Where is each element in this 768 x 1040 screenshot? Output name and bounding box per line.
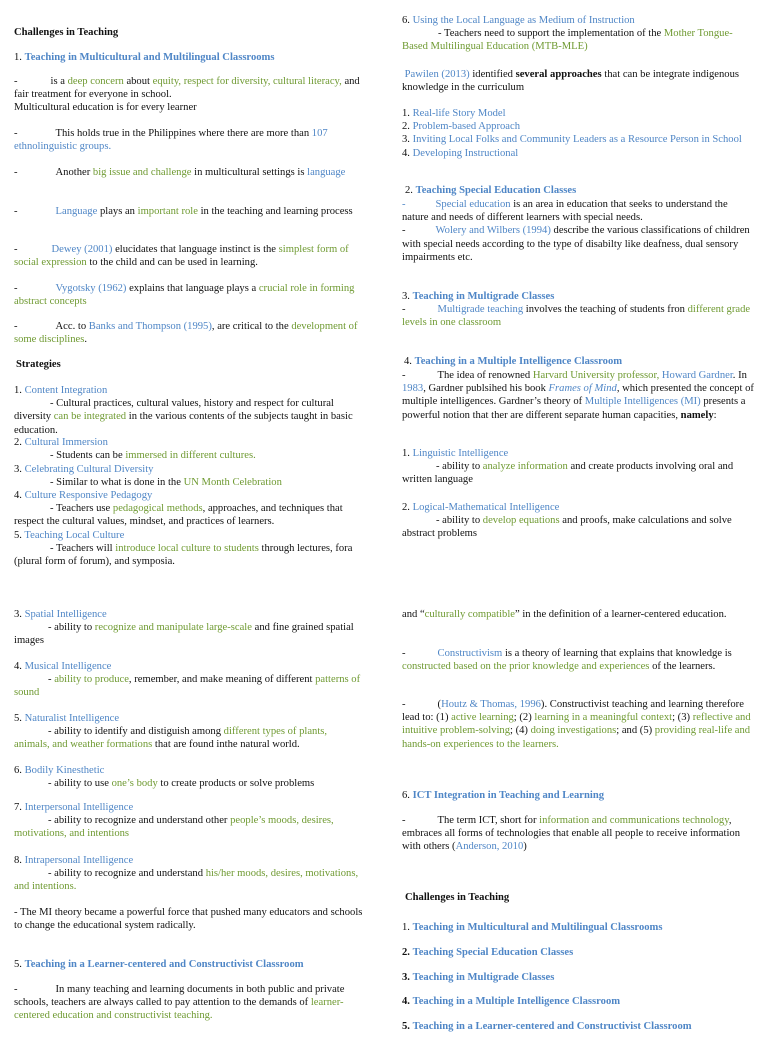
text-span: presents a powerful notion that ther are different separate human capacities, bbox=[402, 396, 746, 421]
summary-item bbox=[402, 941, 754, 966]
text-span: is a theory of learning that explains that knowledge is bbox=[504, 648, 732, 659]
summary-item bbox=[402, 916, 754, 941]
text-span: people’s moods, desires, motivations, and intentions bbox=[14, 815, 334, 840]
text-span: - ability to bbox=[48, 622, 93, 634]
text-span: Developing Instructional bbox=[412, 147, 519, 159]
intelligence-interpersonal bbox=[14, 801, 364, 841]
text-span: 1. bbox=[402, 108, 410, 119]
paragraph-culturally-compatible bbox=[402, 608, 754, 621]
text-span: 6. bbox=[402, 790, 410, 801]
text-span: - bbox=[402, 370, 406, 381]
text-span: 3. bbox=[14, 609, 22, 620]
text-span: 5. bbox=[14, 530, 22, 541]
text-span: Strategies bbox=[16, 359, 61, 370]
text-span: - bbox=[48, 674, 52, 686]
text-span: 3. bbox=[402, 134, 410, 146]
text-span: Teaching in Multigrade Classes bbox=[412, 971, 555, 983]
text-span: Frames of Mind bbox=[548, 383, 617, 395]
text-span: learner-centered education and constructivist teaching. bbox=[14, 997, 344, 1022]
text-span: and fine grained spatial images bbox=[14, 622, 354, 647]
text-span: Constructivism bbox=[437, 648, 503, 659]
text-span: Vygotsky (1962) bbox=[55, 283, 127, 294]
paragraph-philippines: - This holds true in the Philippines where there are more than 107 ethnolinguistic groups. bbox=[14, 128, 328, 153]
text-span: plays an bbox=[99, 206, 135, 217]
text-span: 4. bbox=[404, 356, 412, 367]
strategy-local-language bbox=[402, 14, 754, 54]
text-span: 4. bbox=[402, 996, 410, 1008]
approach-list bbox=[402, 107, 754, 160]
strategy-cultural-immersion bbox=[14, 436, 364, 462]
text-span: - bbox=[402, 699, 406, 710]
text-span: Intrapersonal Intelligence bbox=[24, 855, 134, 866]
text-span: analyze information bbox=[482, 461, 568, 473]
text-span: to the child and can be used in learning. bbox=[89, 257, 258, 269]
text-span: . In bbox=[732, 370, 747, 381]
paragraph-ict bbox=[402, 814, 754, 854]
text-span: ICT Integration in Teaching and Learning bbox=[412, 790, 605, 801]
text-span: one’s body bbox=[111, 778, 158, 790]
text-span: doing investigations bbox=[530, 725, 617, 737]
text-span: 4. bbox=[14, 661, 22, 672]
intelligence-linguistic bbox=[402, 447, 754, 487]
text-span: Content Integration bbox=[24, 385, 108, 396]
top-left-section bbox=[14, 26, 364, 39]
text-span: deep concern bbox=[67, 76, 124, 87]
text-span: simplest form of social expression bbox=[14, 244, 349, 269]
text-span: Logical-Mathematical Intelligence bbox=[412, 502, 560, 513]
heading-multiple-intelligence bbox=[404, 355, 754, 368]
text-span: big issue and challenge bbox=[92, 167, 192, 178]
strategy-content-integration bbox=[14, 384, 364, 437]
text-span: Teaching in a Learner-centered and Constructivist Classroom bbox=[24, 959, 304, 970]
text-span: different grade levels in one classroom bbox=[402, 304, 751, 329]
text-span: - The MI theory became a powerful force that pushed many educators and schools to change the educational system radically. bbox=[14, 907, 363, 932]
text-span: 107 ethnolinguistic groups. bbox=[14, 128, 328, 153]
text-span: ability to produce bbox=[54, 674, 129, 686]
text-span: Acc. to bbox=[55, 321, 87, 332]
text-span: 7. bbox=[14, 802, 22, 813]
text-span: to create products or solve problems bbox=[160, 778, 315, 790]
text-span: 2. bbox=[402, 121, 410, 133]
text-span: and fair treatment for everyone in school. bbox=[14, 76, 360, 101]
text-span: - Similar to what is done in the bbox=[50, 477, 181, 489]
paragraph-language-role: - Language plays an important role in the teaching and learning process bbox=[14, 206, 353, 217]
paragraph-multigrade bbox=[402, 303, 754, 329]
text-span: - bbox=[402, 648, 406, 659]
text-span: Harvard University professor, bbox=[532, 370, 660, 381]
doc-title: Challenges in Teaching bbox=[14, 27, 119, 38]
text-span: 2. bbox=[402, 502, 410, 513]
text-span: reflective and intuitive problem-solving bbox=[402, 712, 751, 737]
text-span: Challenges in Teaching bbox=[405, 892, 510, 903]
text-span: elucidates that language instinct is the bbox=[115, 244, 277, 255]
intelligence-intrapersonal bbox=[14, 854, 364, 894]
summary-list bbox=[402, 916, 754, 1040]
text-span: This holds true in the Philippines where there are more than bbox=[55, 128, 310, 139]
text-span: . bbox=[84, 334, 87, 346]
text-span: 6. bbox=[14, 765, 22, 776]
text-span: ; (2) bbox=[513, 712, 532, 724]
intelligence-musical bbox=[14, 660, 364, 700]
text-span: immersed in different cultures. bbox=[125, 450, 256, 462]
text-span: through lectures, fora (plural form of forum), and symposia. bbox=[14, 543, 353, 568]
text-span: Teaching in Multicultural and Multilingual Classrooms bbox=[412, 922, 663, 933]
text-span: , approaches, and techniques that respect the cultural values, mindset, and practices of learners. bbox=[14, 503, 343, 528]
text-span: 3. bbox=[402, 971, 410, 983]
text-span: In many teaching and learning documents in both public and private schools, teachers are always called to pay attention to the demands of bbox=[14, 984, 345, 1009]
heading-text: Teaching in Multicultural and Multilingual Classrooms bbox=[24, 52, 275, 63]
text-span: culturally compatible bbox=[424, 609, 515, 620]
paragraph-special-education bbox=[402, 198, 754, 264]
text-span: development of some disciplines bbox=[14, 321, 358, 346]
text-span: Banks and Thompson (1995) bbox=[88, 321, 212, 332]
heading-number: 1. bbox=[14, 52, 22, 63]
summary-item bbox=[402, 990, 754, 1015]
text-span: in the various contents of the subjects taught in basic education. bbox=[14, 411, 353, 436]
text-span: Language bbox=[55, 206, 98, 217]
text-span: and create products involving oral and written language bbox=[402, 461, 734, 486]
strategy-culture-responsive bbox=[14, 489, 364, 529]
intelligence-naturalist bbox=[14, 712, 364, 752]
text-span: Culture Responsive Pedagogy bbox=[24, 490, 153, 501]
text-span: Mother Tongue-Based Multilingual Education (MTB-MLE) bbox=[402, 28, 733, 53]
text-span: - Cultural practices, cultural values, history and respect for cultural diversity bbox=[14, 398, 334, 423]
heading-ict bbox=[402, 789, 754, 802]
summary-item bbox=[402, 1015, 754, 1040]
strategy-celebrating-diversity bbox=[14, 463, 364, 489]
text-span: ). Constructivist teaching and learning therefore lead to: (1) bbox=[402, 699, 744, 724]
text-span: Houtz & Thomas, 1996 bbox=[441, 699, 541, 710]
text-span: identified bbox=[472, 69, 513, 80]
text-span: Teaching Special Education Classes bbox=[415, 185, 577, 196]
text-span: 5. bbox=[14, 713, 22, 724]
text-span: The term ICT, short for bbox=[437, 815, 537, 826]
text-span: crucial role in forming abstract concepts bbox=[14, 283, 355, 308]
text-span: 3. bbox=[402, 291, 410, 302]
text-span: 5. bbox=[14, 959, 22, 970]
text-span: Problem-based Approach bbox=[412, 121, 520, 133]
text-span: Teaching in a Multiple Intelligence Classroom bbox=[412, 996, 621, 1008]
text-span: 4. bbox=[14, 490, 22, 501]
text-span: in multicultural settings is bbox=[194, 167, 305, 178]
strategies-heading bbox=[16, 358, 366, 371]
text-span: ; (4) bbox=[510, 725, 528, 737]
text-span: his/her moods, desires, motivations, and intentions. bbox=[14, 868, 359, 893]
text-span: - bbox=[402, 199, 406, 210]
intelligence-spatial bbox=[14, 608, 364, 648]
summary-item bbox=[402, 966, 754, 991]
text-span: - bbox=[14, 984, 18, 995]
text-span: and “ bbox=[402, 609, 425, 620]
text-span: 1. bbox=[402, 922, 410, 933]
text-span: about bbox=[126, 76, 150, 87]
text-span: - bbox=[402, 304, 406, 315]
text-span: Multicultural education is for every learner bbox=[14, 102, 197, 114]
intelligence-logical bbox=[402, 501, 754, 541]
strategy-local-culture bbox=[14, 529, 364, 569]
text-span: that can be integrate indigenous knowledge in the curriculum bbox=[402, 69, 740, 94]
paragraph-mi-theory bbox=[14, 906, 364, 932]
text-span: providing real-life and hands-on experiences to the learners. bbox=[402, 725, 751, 750]
text-span: Musical Intelligence bbox=[24, 661, 112, 672]
text-span: introduce local culture to students bbox=[115, 543, 259, 555]
text-span: of the learners. bbox=[652, 661, 716, 673]
text-span: 1983 bbox=[402, 383, 424, 395]
text-span: recognize and manipulate large-scale bbox=[94, 622, 252, 634]
text-span: 6. bbox=[402, 15, 410, 26]
summary-title bbox=[405, 891, 755, 904]
text-span: describe the various classifications of children with special needs according to the type of disabilty like deafness, dual sensory impairments etc. bbox=[402, 225, 750, 263]
text-span: important role bbox=[137, 206, 198, 217]
text-span: several approaches bbox=[515, 69, 602, 80]
text-span: involves the teaching of students fron bbox=[525, 304, 685, 315]
text-span: 1. bbox=[14, 385, 22, 396]
text-span: Teaching in a Learner-centered and Constructivist Classroom bbox=[412, 1021, 692, 1033]
text-span: - Teachers will bbox=[50, 543, 113, 555]
text-span: Another bbox=[55, 167, 91, 178]
text-span: is an area in education that seeks to understand the nature and needs of different learners with special needs. bbox=[402, 199, 728, 224]
text-span: in the teaching and learning process bbox=[200, 206, 353, 217]
text-span: - ability to bbox=[436, 461, 481, 473]
text-span: Real-life Story Model bbox=[412, 108, 506, 119]
paragraph-constructivism bbox=[402, 647, 754, 673]
heading-learner-centered bbox=[14, 958, 364, 971]
text-span: Anderson, 2010 bbox=[455, 841, 524, 853]
text-span: Pawilen (2013) bbox=[404, 69, 470, 80]
text-span: can be integrated bbox=[53, 411, 127, 423]
text-span: The idea of renowned bbox=[437, 370, 531, 381]
text-span: Inviting Local Folks and Community Leaders as a Resource Person in School bbox=[412, 134, 742, 146]
text-span: 8. bbox=[14, 855, 22, 866]
intelligence-bodily bbox=[14, 764, 364, 790]
heading-multigrade bbox=[402, 290, 754, 303]
text-span: Naturalist Intelligence bbox=[24, 713, 120, 724]
text-span: information and communications technology bbox=[539, 815, 729, 826]
text-span: patterns of sound bbox=[14, 674, 361, 699]
text-span: - bbox=[402, 815, 406, 826]
text-span: - ability to recognize and understand other bbox=[48, 815, 228, 827]
text-span: 2. bbox=[402, 946, 410, 958]
text-span: Teaching Local Culture bbox=[24, 530, 125, 541]
text-span: Interpersonal Intelligence bbox=[24, 802, 134, 813]
text-span: Teaching in a Multiple Intelligence Classroom bbox=[414, 356, 623, 367]
text-span: pedagogical methods bbox=[112, 503, 203, 515]
text-span: Dewey (2001) bbox=[51, 244, 113, 255]
text-span: different types of plants, animals, and weather formations bbox=[14, 726, 328, 751]
text-span: develop equations bbox=[482, 515, 560, 527]
text-span: , which presented the concept of multiple intelligences. Gardner’s theory of bbox=[402, 383, 754, 408]
text-span: , are critical to the bbox=[211, 321, 289, 332]
text-span: is a bbox=[50, 76, 65, 87]
text-span: active learning bbox=[451, 712, 514, 724]
text-span: - ability to use bbox=[48, 778, 109, 790]
text-span: - Teachers use bbox=[50, 503, 111, 515]
text-span: Linguistic Intelligence bbox=[412, 448, 509, 459]
paragraph-learner-centered bbox=[14, 983, 364, 1023]
text-span: Spatial Intelligence bbox=[24, 609, 107, 620]
text-span: ; and (5) bbox=[616, 725, 653, 737]
paragraph-dewey: - Dewey (2001) elucidates that language instinct is the simplest form of social expression to the child and can be used in learning. bbox=[14, 244, 349, 269]
heading-multicultural bbox=[14, 51, 364, 64]
text-span: Teaching Special Education Classes bbox=[412, 946, 574, 958]
text-span: ( bbox=[437, 699, 442, 710]
text-span: Wolery and Wilbers (1994) bbox=[435, 225, 551, 237]
text-span: language bbox=[307, 167, 346, 178]
text-span: 4. bbox=[402, 147, 410, 159]
text-span: learning in a meaningful context bbox=[534, 712, 673, 724]
text-span: Multigrade teaching bbox=[437, 304, 524, 315]
text-span: Teaching in Multigrade Classes bbox=[412, 291, 555, 302]
paragraph-houtz bbox=[402, 698, 754, 751]
text-span: namely bbox=[680, 409, 714, 421]
text-span: equity, respect for diversity, cultural literacy, bbox=[152, 76, 342, 87]
text-span: - ability to identify and distiguish among bbox=[48, 726, 222, 738]
text-span: constructed based on the prior knowledge and experiences bbox=[402, 661, 650, 673]
text-span: ; (3) bbox=[672, 712, 691, 724]
text-span: explains that language plays a bbox=[129, 283, 257, 294]
text-span: Using the Local Language as Medium of Instruction bbox=[412, 15, 635, 26]
text-span: - Teachers need to support the implementation of the bbox=[438, 28, 662, 40]
text-span: Bodily Kinesthetic bbox=[24, 765, 105, 776]
text-span: and proofs, make calculations and solve abstract problems bbox=[402, 515, 732, 540]
paragraph-gardner bbox=[402, 369, 754, 422]
text-span: , remember, and make meaning of different bbox=[128, 674, 313, 686]
text-span: Special education bbox=[435, 199, 511, 210]
paragraph-equity: - is a deep concern about equity, respect for diversity, cultural literacy, and fair treatment for everyone in school. Multicultural education is for every learner bbox=[14, 76, 360, 114]
text-span: : bbox=[713, 409, 717, 421]
paragraph-pawilen bbox=[402, 68, 754, 94]
text-span: 1. bbox=[402, 448, 410, 459]
text-span: - ability to bbox=[436, 515, 481, 527]
text-span: ) bbox=[523, 841, 527, 853]
text-span: - bbox=[402, 225, 406, 237]
text-span: 2. bbox=[14, 437, 22, 448]
text-span: ” in the definition of a learner-centered education. bbox=[514, 609, 727, 620]
text-span: Howard Gardner bbox=[661, 370, 733, 381]
text-span: UN Month Celebration bbox=[183, 477, 282, 489]
text-span: 3. bbox=[14, 464, 22, 475]
text-span: , Gardner publsihed his book bbox=[423, 383, 546, 395]
text-span: - Students can be bbox=[50, 450, 123, 462]
paragraph-banks: - Acc. to Banks and Thompson (1995), are critical to the development of some disciplines. bbox=[14, 321, 358, 346]
text-span: Cultural Immersion bbox=[24, 437, 108, 448]
text-span: that are found inthe natural world. bbox=[154, 739, 300, 751]
text-span: , embraces all forms of technologies that enable all people to receive information with others ( bbox=[402, 815, 740, 853]
text-span: Celebrating Cultural Diversity bbox=[24, 464, 154, 475]
paragraph-language-challenge: - Another big issue and challenge in multicultural settings is language bbox=[14, 167, 346, 178]
text-span: Multiple Intelligences (MI) bbox=[584, 396, 701, 408]
paragraph-vygotsky: - Vygotsky (1962) explains that language plays a crucial role in forming abstract concepts bbox=[14, 283, 355, 308]
text-span: - ability to recognize and understand bbox=[48, 868, 204, 880]
text-span: 2. bbox=[405, 185, 413, 196]
text-span: 5. bbox=[402, 1021, 410, 1033]
heading-special-education bbox=[405, 184, 755, 197]
